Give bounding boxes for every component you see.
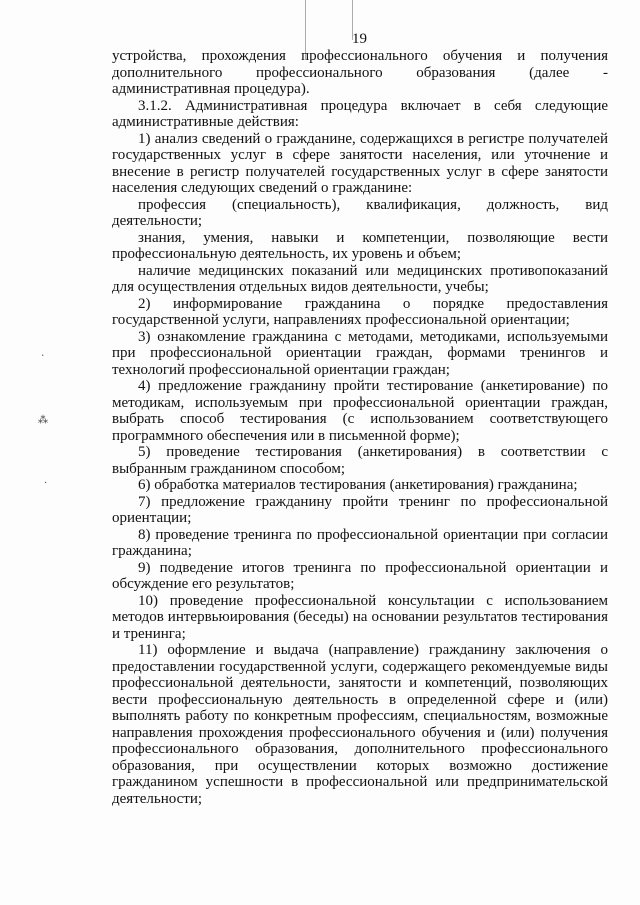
list-item-6: 6) обработка материалов тестирования (анкетирования) гражданина; xyxy=(138,477,578,493)
margin-mark: ٠ xyxy=(40,350,46,361)
page-number: 19 xyxy=(352,31,367,47)
margin-mark: ⁂ xyxy=(38,415,48,426)
sub-item-skills: знания, умения, навыки и компетенции, позволяющие вести профессиональную деятельность, их уровень и объем; xyxy=(112,229,608,262)
list-item-2: 2) информирование гражданина о порядке предоставления государственной услуги, направлениях профессиональной ориентации; xyxy=(112,295,608,328)
list-item-11: 11) оформление и выдача (направление) гражданину заключения о предоставлении государственной услуги, содержащего рекомендуемые виды профессиональной деятельности, занятости и компетенций, позволяющих вести профессиональную деятельность в определенной сфере и (или) выполнять работу по конкретным профессиям, специальностям, возможные направления прохождения профессионального обучения и (или) получения профессионального образования, дополнительного профессионального образования, при осуществлении которых возможно достижение гражданином успешности в профессиональной или предпринимательской деятельности; xyxy=(112,642,608,807)
list-item-8: 8) проведение тренинга по профессиональной ориентации при согласии гражданина; xyxy=(112,526,608,559)
list-item-10: 10) проведение профессиональной консультации с использованием методов интервьюирования (беседы) на основании результатов тестирования и тренинга; xyxy=(112,592,608,642)
list-item-3: 3) ознакомление гражданина с методами, методиками, используемыми при профессиональной ориентации граждан, формами тренингов и технологий профессиональной ориентации граждан; xyxy=(112,328,608,378)
list-item-4: 4) предложение гражданину пройти тестирование (анкетирование) по методикам, используемым при профессиональной ориентации граждан, выбрать способ тестирования (с использованием соответствующего программного обеспечения или в письменной форме); xyxy=(112,378,608,444)
document-body xyxy=(112,48,608,807)
sub-item-profession: профессия (специальность), квалификация, должность, вид деятельности; xyxy=(112,196,608,229)
list-item-5: 5) проведение тестирования (анкетирования) в соответствии с выбранным гражданином способом; xyxy=(112,444,608,477)
list-item-9: 9) подведение итогов тренинга по профессиональной ориентации и обсуждение его результатов; xyxy=(112,559,608,592)
paragraph-continuation: устройства, прохождения профессионального обучения и получения дополнительного профессионального образования (далее - административная процедура). xyxy=(112,48,608,97)
paragraph-3-1-2: 3.1.2. Административная процедура включает в себя следующие административные действия: xyxy=(112,97,608,130)
list-item-1: 1) анализ сведений о гражданине, содержащихся в регистре получателей государственных услуг в сфере занятости населения, или уточнение и внесение в регистр получателей государственных услуг в сфере занятости населения следующих сведений о гражданине: xyxy=(112,130,608,196)
margin-mark: · xyxy=(44,478,48,489)
list-item-7: 7) предложение гражданину пройти тренинг по профессиональной ориентации; xyxy=(112,493,608,526)
sub-item-medical: наличие медицинских показаний или медицинских противопоказаний для осуществления отдельных видов деятельности, учебы; xyxy=(112,262,608,295)
